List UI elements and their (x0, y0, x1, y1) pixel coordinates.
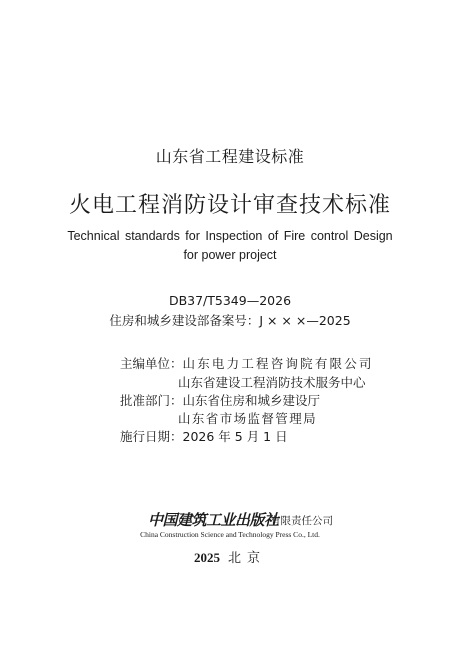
editor-label: 主编单位： (120, 356, 183, 371)
publisher-name-suffix: 有限责任公司 (270, 515, 333, 527)
publisher-logo (148, 509, 333, 531)
editor-row (120, 354, 374, 372)
standard-number: DB37/T5349—2026 (168, 293, 292, 308)
title-english-line-1: Technical standards for Inspection of Fire control Design (67, 229, 393, 243)
approver-row (120, 391, 320, 409)
standard-category: 山东省工程建设标准 (155, 147, 305, 166)
approver-label: 批准部门： (120, 393, 183, 408)
effective-label: 施行日期： (120, 429, 183, 444)
effective-date-row (120, 427, 288, 445)
publisher-name-english: China Construction Science and Technology Press Co., Ltd. (140, 530, 320, 539)
title-english-line-2: for power project (183, 248, 277, 262)
imprint (0, 547, 460, 566)
approver-dept-2: 山东省市场监督管理局 (178, 411, 318, 426)
editor-unit-1: 山东电力工程咨询院有限公司 (182, 356, 374, 371)
publication-year: 2025 (193, 550, 220, 565)
record-number: 住房和城乡建设部备案号：J × × ×—2025 (109, 313, 351, 328)
title-chinese: 火电工程消防设计审查技术标准 (68, 193, 391, 218)
publication-city: 北京 (227, 551, 266, 566)
editor-unit-2: 山东省建设工程消防技术服务中心 (178, 375, 366, 390)
effective-date: 2026 年 5 月 1 日 (182, 429, 288, 444)
publisher-name-stylized: 中国建筑工业出版社 (148, 511, 279, 529)
approver-dept-1: 山东省住房和城乡建设厅 (182, 393, 321, 408)
